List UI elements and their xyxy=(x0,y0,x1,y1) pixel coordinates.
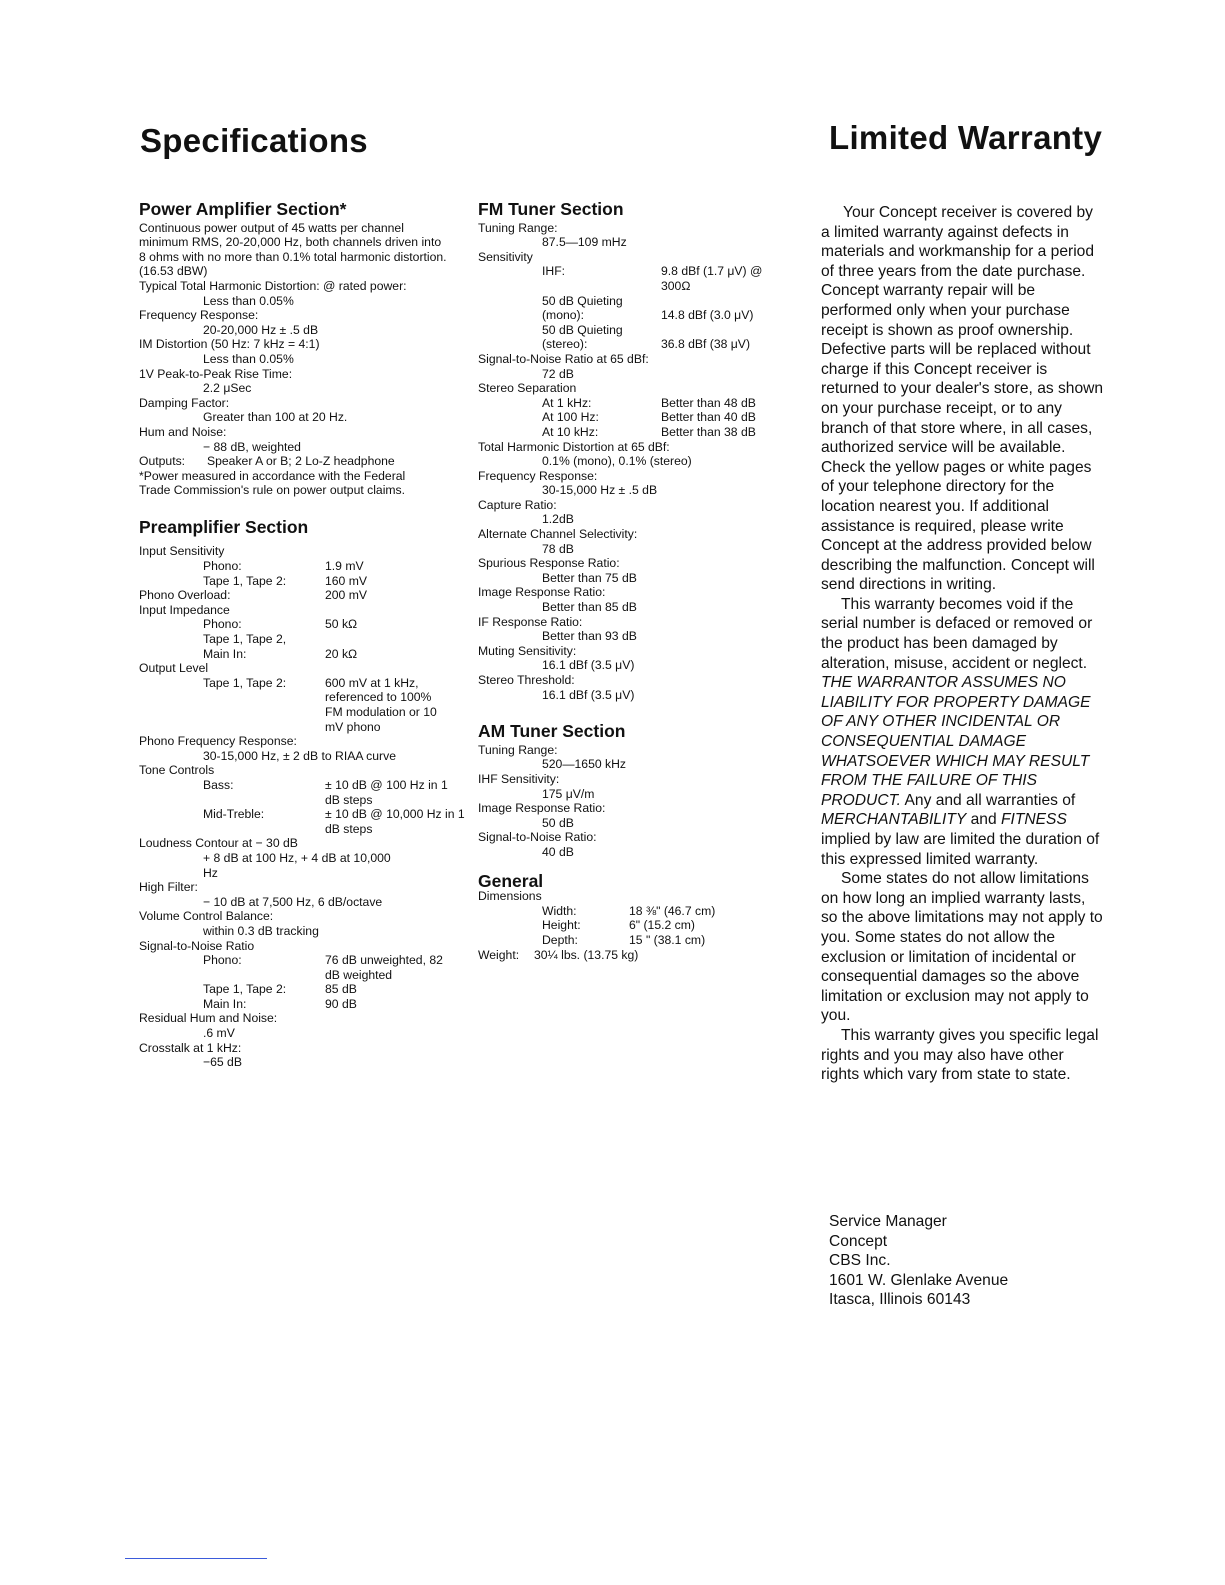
preamp-title: Preamplifier Section xyxy=(139,516,309,537)
fm-muting-label: Muting Sensitivity: xyxy=(478,643,577,658)
loudness-label: Loudness Contour at − 30 dB xyxy=(139,836,298,851)
fm-tuning-value: 87.5—109 mHz xyxy=(542,235,627,250)
warranty-paragraph-2: This warranty becomes void if the serial number is defaced or removed or the product has been damaged by alteration, misuse, accident or neglect. THE WARRANTOR ASSUMES NO LIABILITY FOR PROPERTY DAMAGE OF ANY OTHER INCIDENTAL OR CONSEQUENTIAL DAMAGE WHATSOEVER WHICH MAY RESULT FROM THE FAILURE OF THIS PRODUCT. Any and all warranties of MERCHANTABILITY and FITNESS implied by law are limited the duration of this expressed limited warranty. xyxy=(821,595,1100,868)
outputs-label: Outputs: xyxy=(139,454,186,469)
am-tuning-value: 520—1650 kHz xyxy=(542,757,627,772)
phono-overload-row: Phono Overload: 200 mV xyxy=(139,588,368,603)
fm-thd-label: Total Harmonic Distortion at 65 dBf: xyxy=(478,439,670,454)
fm-image-value: Better than 85 dB xyxy=(542,600,637,615)
fm-capture-value: 1.2dB xyxy=(542,512,574,527)
preamp-section xyxy=(139,516,465,1070)
general-section xyxy=(478,870,788,963)
outputs-row xyxy=(139,454,454,469)
am-ihf-value: 175 μV/m xyxy=(542,786,595,801)
output-level-label: Output Level xyxy=(139,661,209,676)
footer-rule xyxy=(125,1558,267,1559)
fm-freq-value: 30-15,000 Hz ± .5 dB xyxy=(542,483,658,498)
input-tape-row: Tape 1, Tape 2: 160 mV xyxy=(203,573,368,588)
crosstalk-value: −65 dB xyxy=(203,1055,242,1070)
fm-sep-10k-row: At 10 kHz: Better than 38 dB xyxy=(542,424,756,439)
impedance-main-row: Main In: 20 kΩ xyxy=(203,646,358,661)
fm-quieting-stereo-row: 50 dB Quieting (stereo): 36.8 dBf (38 μV) xyxy=(542,322,750,352)
phono-freq-value: 30-15,000 Hz, ± 2 dB to RIAA curve xyxy=(203,748,396,763)
address-line-1: Service Manager xyxy=(829,1213,947,1230)
rise-label: 1V Peak-to-Peak Rise Time: xyxy=(139,366,293,381)
warranty-text xyxy=(821,203,1104,1085)
page-title-specifications: Specifications xyxy=(140,122,368,159)
fm-tuning-label: Tuning Range: xyxy=(478,220,558,235)
balance-value: within 0.3 dB tracking xyxy=(203,923,319,938)
thd-label: Typical Total Harmonic Distortion: @ rated power: xyxy=(139,278,407,293)
service-address xyxy=(829,1212,1008,1310)
bass-row: Bass: ± 10 dB @ 100 Hz in 1 dB steps xyxy=(203,777,448,807)
input-impedance-label: Input Impedance xyxy=(139,602,230,617)
warranty-paragraph-1: Your Concept receiver is covered by a limited warranty against defects in materials and workmanship for a period of three years from the date purchase. Concept warranty repair will be performed only when your purchase receipt is shown as proof ownership. Defective parts will be replaced without charge if this Concept receiver is returned to your dealer's store, as shown on your purchase receipt, or to any branch of that store where, in all cases, authorized service will be available. Check the yellow pages or white pages of your telephone directory for the location nearest you. If additional assistance is required, please write Concept at the address provided below describing the malfunction. Concept will send directions in writing. xyxy=(821,204,1104,594)
power-footnote: *Power measured in accordance with the Federal Trade Commission's rule on power output claims. xyxy=(139,468,406,498)
am-snr-label: Signal-to-Noise Ratio: xyxy=(478,830,597,845)
fm-spur-value: Better than 75 dB xyxy=(542,570,637,585)
am-image-value: 50 dB xyxy=(542,815,574,830)
impedance-phono-row: Phono: 50 kΩ xyxy=(203,617,358,632)
fm-snr-value: 72 dB xyxy=(542,366,574,381)
impedance-tape-label: Tape 1, Tape 2, xyxy=(203,632,287,647)
am-ihf-label: IHF Sensitivity: xyxy=(478,771,560,786)
am-snr-value: 40 dB xyxy=(542,844,574,859)
fm-threshold-label: Stereo Threshold: xyxy=(478,673,575,687)
fm-spur-label: Spurious Response Ratio: xyxy=(478,556,620,571)
width-row: Width: 18 ⅜" (46.7 cm) xyxy=(542,903,716,918)
balance-label: Volume Control Balance: xyxy=(139,909,274,924)
am-image-label: Image Response Ratio: xyxy=(478,801,606,816)
tone-controls-label: Tone Controls xyxy=(139,763,215,778)
general-title: General xyxy=(478,870,544,891)
depth-row: Depth: 15 " (38.1 cm) xyxy=(542,932,706,947)
snr-main-row: Main In: 90 dB xyxy=(203,996,357,1011)
crosstalk-label: Crosstalk at 1 kHz: xyxy=(139,1040,242,1055)
input-phono-row: Phono: 1.9 mV xyxy=(203,559,364,574)
fm-if-value: Better than 93 dB xyxy=(542,629,637,644)
fm-freq-label: Frequency Response: xyxy=(478,468,598,483)
fm-title: FM Tuner Section xyxy=(478,199,624,219)
power-amp-intro: Continuous power output of 45 watts per channel minimum RMS, 20-20,000 Hz, both channels driven into 8 ohms with no more than 0.1% total harmonic distortion. (16.53 dBW) xyxy=(139,220,447,279)
warranty-paragraph-4: This warranty gives you specific legal rights and you may also have other rights which vary from state to state. xyxy=(821,1026,1099,1084)
am-tuning-label: Tuning Range: xyxy=(478,742,558,757)
page-title-limited-warranty: Limited Warranty xyxy=(829,119,1103,156)
hum-value: − 88 dB, weighted xyxy=(203,439,301,454)
fm-image-label: Image Response Ratio: xyxy=(478,585,606,600)
output-level-tape-row: Tape 1, Tape 2: 600 mV at 1 kHz, referenced to 100% FM modulation or 10 mV phono xyxy=(203,675,437,734)
fm-alt-value: 78 dB xyxy=(542,541,574,556)
fm-threshold-value: 16.1 dBf (3.5 μV) xyxy=(542,687,635,702)
fm-if-label: IF Response Ratio: xyxy=(478,614,583,629)
fm-muting-value: 16.1 dBf (3.5 μV) xyxy=(542,658,635,673)
fm-alt-label: Alternate Channel Selectivity: xyxy=(478,527,638,542)
address-line-3: CBS Inc. xyxy=(829,1252,891,1270)
snr-label: Signal-to-Noise Ratio xyxy=(139,938,255,953)
fm-capture-label: Capture Ratio: xyxy=(478,497,557,512)
fm-ihf-row: IHF: 9.8 dBf (1.7 μV) @ 300Ω xyxy=(542,264,763,293)
fm-tuner-section xyxy=(478,199,788,702)
weight-row: Weight: 30¼ lbs. (13.75 kg) xyxy=(478,947,639,962)
freq-value: 20-20,000 Hz ± .5 dB xyxy=(203,322,319,337)
input-sensitivity-label: Input Sensitivity xyxy=(139,544,225,559)
am-title: AM Tuner Section xyxy=(478,721,626,742)
high-filter-value: − 10 dB at 7,500 Hz, 6 dB/octave xyxy=(203,894,383,909)
loudness-value: + 8 dB at 100 Hz, + 4 dB at 10,000 Hz xyxy=(203,850,391,880)
outputs-value: Speaker A or B; 2 Lo-Z headphone xyxy=(207,454,395,469)
fm-sep-1k-row: At 1 kHz: Better than 48 dB xyxy=(542,395,756,410)
fm-sensitivity-label: Sensitivity xyxy=(478,249,533,264)
mid-treble-row: Mid-Treble: ± 10 dB @ 10,000 Hz in 1 dB steps xyxy=(203,807,465,836)
dimensions-label: Dimensions xyxy=(478,889,542,904)
rise-value: 2.2 μSec xyxy=(203,381,252,396)
fm-snr-label: Signal-to-Noise Ratio at 65 dBf: xyxy=(478,351,649,366)
im-label: IM Distortion (50 Hz: 7 kHz = 4:1) xyxy=(139,337,320,352)
residual-label: Residual Hum and Noise: xyxy=(139,1011,278,1026)
phono-freq-label: Phono Frequency Response: xyxy=(139,734,297,749)
im-value: Less than 0.05% xyxy=(203,351,294,366)
height-row: Height: 6" (15.2 cm) xyxy=(542,918,695,933)
warranty-paragraph-3: Some states do not allow limitations on how long an implied warranty lasts, so the above limitations may not apply to you. Some states do not allow the exclusion or limitation of incidental or consequential damages so the above limitation or exclusion may not apply to you. xyxy=(821,870,1103,1025)
specs-column-middle xyxy=(478,199,788,962)
am-tuner-section xyxy=(478,721,788,859)
damping-label: Damping Factor: xyxy=(139,395,230,410)
fm-sep-100-row: At 100 Hz: Better than 40 dB xyxy=(542,410,756,425)
snr-tape-row: Tape 1, Tape 2: 85 dB xyxy=(203,982,357,997)
fm-quieting-mono-row: 50 dB Quieting (mono): 14.8 dBf (3.0 μV) xyxy=(542,293,754,323)
damping-value: Greater than 100 at 20 Hz. xyxy=(203,410,348,425)
high-filter-label: High Filter: xyxy=(139,880,198,895)
power-amp-section xyxy=(139,199,454,498)
residual-value: .6 mV xyxy=(203,1026,235,1041)
specs-column-left xyxy=(139,199,465,1070)
address-line-5: Itasca, Illinois 60143 xyxy=(829,1291,971,1309)
fm-separation-label: Stereo Separation xyxy=(478,381,577,396)
hum-label: Hum and Noise: xyxy=(139,424,227,439)
freq-label: Frequency Response: xyxy=(139,308,259,323)
address-line-2: Concept xyxy=(829,1232,888,1250)
power-amp-title: Power Amplifier Section* xyxy=(139,199,347,219)
fm-thd-value: 0.1% (mono), 0.1% (stereo) xyxy=(542,454,692,469)
snr-phono-row: Phono: 76 dB unweighted, 82 dB weighted xyxy=(203,953,443,982)
thd-value: Less than 0.05% xyxy=(203,293,294,308)
address-line-4: 1601 W. Glenlake Avenue xyxy=(829,1271,1009,1289)
